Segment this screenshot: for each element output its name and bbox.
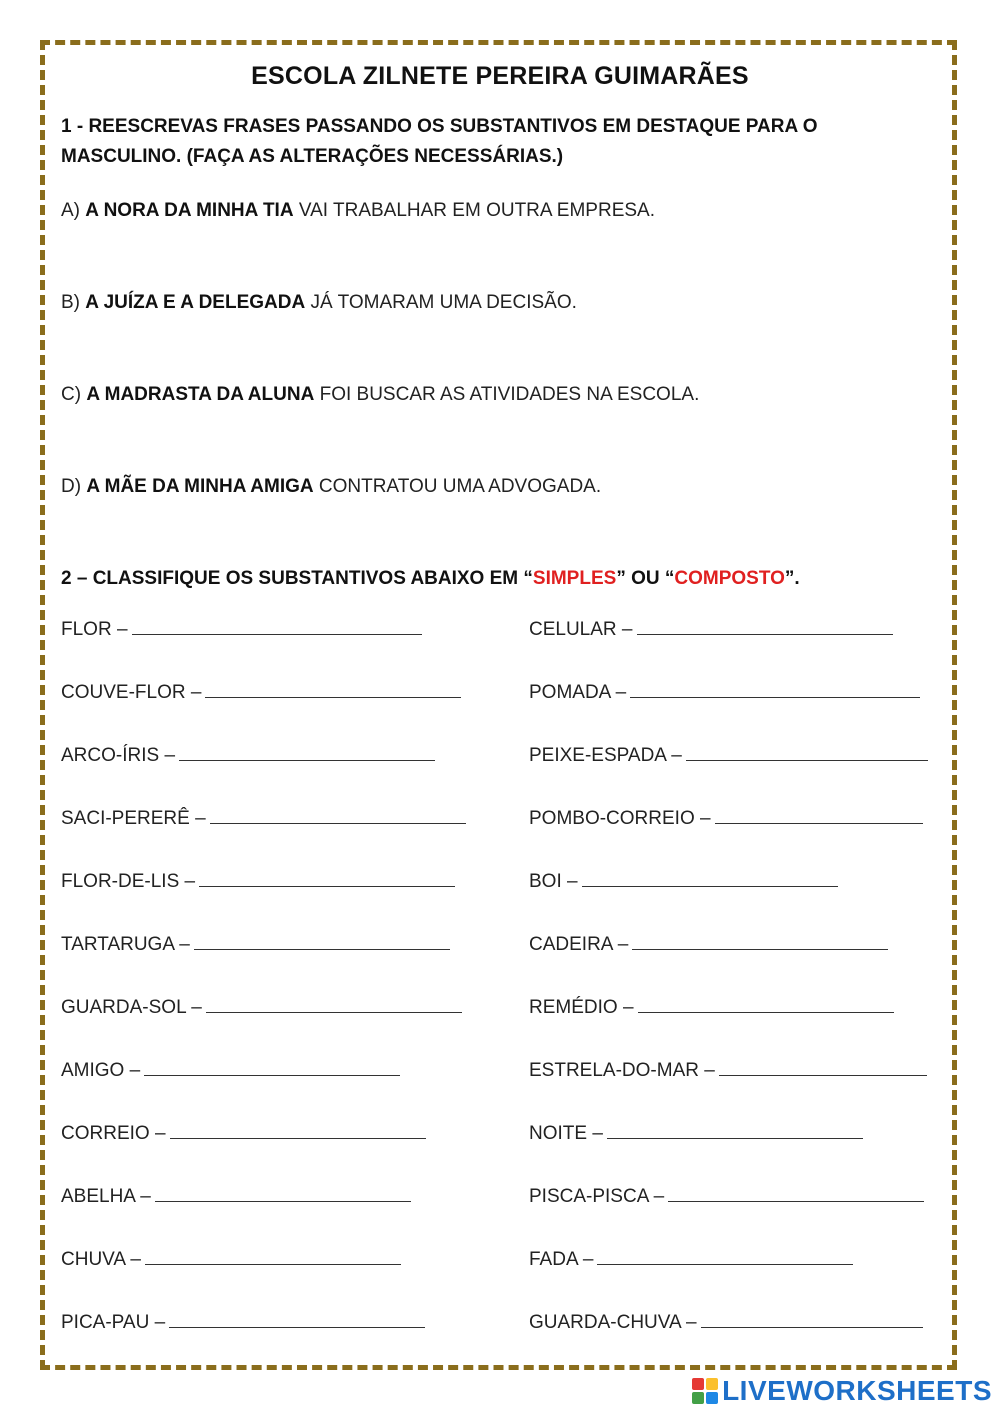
sentence-b	[61, 288, 577, 318]
left-row-arco-iris	[61, 742, 435, 769]
noun-label: POMADA –	[529, 682, 627, 703]
sentence-highlight: A NORA DA MINHA TIA	[85, 200, 294, 221]
left-row-saci-perere	[61, 805, 466, 832]
answer-blank[interactable]	[668, 1183, 924, 1202]
noun-label: NOITE –	[529, 1123, 603, 1144]
simples-word: SIMPLES	[532, 568, 617, 589]
right-row-guarda-chuva	[529, 1309, 923, 1336]
answer-blank[interactable]	[194, 931, 450, 950]
answer-blank[interactable]	[206, 994, 462, 1013]
noun-label: ARCO-ÍRIS –	[61, 745, 176, 766]
left-row-pica-pau	[61, 1309, 425, 1336]
left-row-abelha	[61, 1183, 411, 1210]
sentence-letter: C)	[61, 384, 87, 405]
left-row-tartaruga	[61, 931, 450, 958]
left-row-flor	[61, 616, 422, 643]
noun-label: POMBO-CORREIO –	[529, 808, 711, 829]
logo-text: LIVEWORKSHEETS	[722, 1375, 992, 1406]
logo-square	[692, 1378, 704, 1390]
answer-blank[interactable]	[169, 1309, 425, 1328]
sentence-letter: B)	[61, 292, 86, 313]
left-row-guarda-sol	[61, 994, 462, 1021]
liveworksheets-logo[interactable]	[692, 1375, 992, 1407]
sentence-a	[61, 196, 655, 226]
answer-blank[interactable]	[210, 805, 466, 824]
noun-label: TARTARUGA –	[61, 934, 190, 955]
answer-blank[interactable]	[179, 742, 435, 761]
answer-blank[interactable]	[701, 1309, 923, 1328]
composto-word: COMPOSTO	[674, 568, 785, 589]
left-row-correio	[61, 1120, 426, 1147]
noun-label: ABELHA –	[61, 1186, 151, 1207]
right-row-boi	[529, 868, 838, 895]
right-row-estrela-do-mar	[529, 1057, 927, 1084]
sentence-letter: D)	[61, 476, 87, 497]
answer-blank[interactable]	[715, 805, 923, 824]
answer-blank[interactable]	[170, 1120, 426, 1139]
left-row-couve-flor	[61, 679, 461, 706]
noun-label: FADA –	[529, 1249, 594, 1270]
answer-blank[interactable]	[719, 1057, 927, 1076]
noun-label: CHUVA –	[61, 1249, 141, 1270]
question-1-instruction	[61, 112, 818, 172]
answer-blank[interactable]	[199, 868, 455, 887]
answer-blank[interactable]	[630, 679, 920, 698]
answer-blank[interactable]	[155, 1183, 411, 1202]
sentence-highlight: A MÃE DA MINHA AMIGA	[86, 476, 314, 497]
right-row-remedio	[529, 994, 894, 1021]
sentence-rest: FOI BUSCAR AS ATIVIDADES NA ESCOLA.	[314, 384, 700, 405]
sentence-highlight: A MADRASTA DA ALUNA	[86, 384, 315, 405]
noun-label: FLOR-DE-LIS –	[61, 871, 196, 892]
right-row-pombo-correio	[529, 805, 923, 832]
sentence-highlight: A JUÍZA E A DELEGADA	[85, 292, 306, 313]
noun-label: SACI-PERERÊ –	[61, 808, 206, 829]
answer-blank[interactable]	[145, 1246, 401, 1265]
question-2-text: 2 – CLASSIFIQUE OS SUBSTANTIVOS ABAIXO EM “	[61, 568, 533, 589]
answer-blank[interactable]	[632, 931, 888, 950]
right-row-celular	[529, 616, 893, 643]
right-row-peixe-espada	[529, 742, 928, 769]
answer-blank[interactable]	[686, 742, 928, 761]
noun-label: GUARDA-CHUVA –	[529, 1312, 697, 1333]
logo-square	[692, 1392, 704, 1404]
noun-label: ESTRELA-DO-MAR –	[529, 1060, 715, 1081]
left-row-flor-de-lis	[61, 868, 455, 895]
noun-label: FLOR –	[61, 619, 128, 640]
noun-label: REMÉDIO –	[529, 997, 634, 1018]
page-title: ESCOLA ZILNETE PEREIRA GUIMARÃES	[251, 62, 749, 90]
noun-label: CELULAR –	[529, 619, 633, 640]
logo-square	[706, 1378, 718, 1390]
answer-blank[interactable]	[597, 1246, 853, 1265]
question-1-line-2: MASCULINO. (FAÇA AS ALTERAÇÕES NECESSÁRIAS.)	[61, 146, 564, 167]
sentence-d	[61, 472, 601, 502]
answer-blank[interactable]	[637, 616, 893, 635]
right-row-pomada	[529, 679, 920, 706]
question-2-text: ”.	[784, 568, 800, 589]
noun-label: BOI –	[529, 871, 578, 892]
noun-label: AMIGO –	[61, 1060, 141, 1081]
logo-square	[706, 1392, 718, 1404]
left-row-amigo	[61, 1057, 400, 1084]
logo-icon	[692, 1378, 718, 1404]
answer-blank[interactable]	[144, 1057, 400, 1076]
question-2-instruction	[61, 564, 800, 594]
answer-blank[interactable]	[582, 868, 838, 887]
noun-label: PICA-PAU –	[61, 1312, 166, 1333]
noun-label: GUARDA-SOL –	[61, 997, 202, 1018]
noun-label: CORREIO –	[61, 1123, 166, 1144]
noun-label: PEIXE-ESPADA –	[529, 745, 682, 766]
sentence-c	[61, 380, 699, 410]
answer-blank[interactable]	[132, 616, 422, 635]
right-row-pisca-pisca	[529, 1183, 924, 1210]
sentence-rest: VAI TRABALHAR EM OUTRA EMPRESA.	[293, 200, 655, 221]
noun-label: CADEIRA –	[529, 934, 629, 955]
left-row-chuva	[61, 1246, 401, 1273]
question-1-line-1: 1 - REESCREVAS FRASES PASSANDO OS SUBSTANTIVOS EM DESTAQUE PARA O	[61, 116, 818, 137]
sentence-letter: A)	[61, 200, 86, 221]
right-row-cadeira	[529, 931, 888, 958]
right-row-noite	[529, 1120, 863, 1147]
noun-label: PISCA-PISCA –	[529, 1186, 665, 1207]
sentence-rest: CONTRATOU UMA ADVOGADA.	[313, 476, 602, 497]
answer-blank[interactable]	[205, 679, 461, 698]
question-2-text: ” OU “	[616, 568, 675, 589]
answer-blank[interactable]	[607, 1120, 863, 1139]
answer-blank[interactable]	[638, 994, 894, 1013]
right-row-fada	[529, 1246, 853, 1273]
sentence-rest: JÁ TOMARAM UMA DECISÃO.	[305, 292, 577, 313]
noun-label: COUVE-FLOR –	[61, 682, 202, 703]
